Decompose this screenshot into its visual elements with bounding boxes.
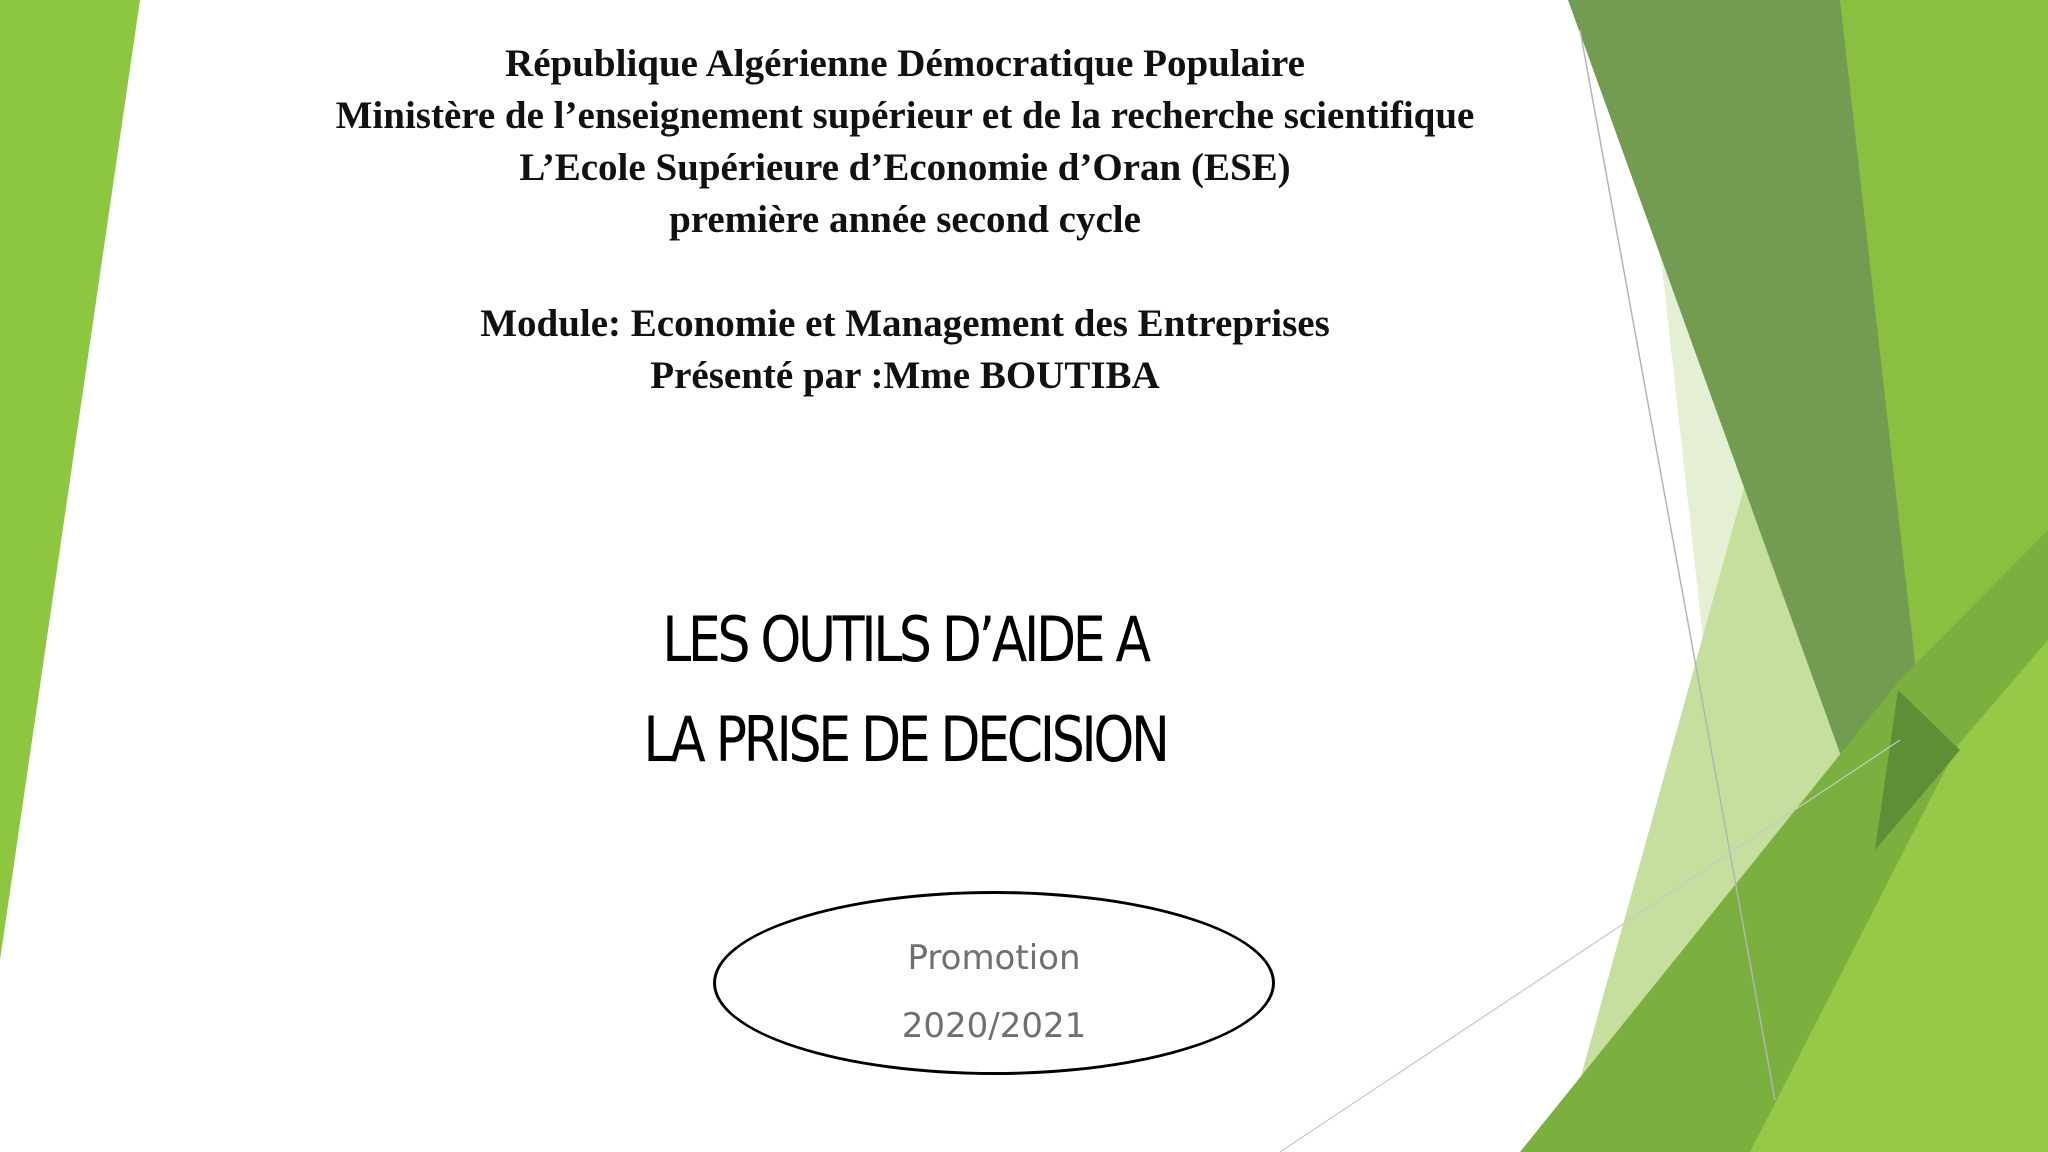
year-level-line: première année second cycle (669, 198, 1141, 241)
header-spacer (240, 246, 1570, 298)
promotion-text (716, 924, 1272, 1060)
slide-title (506, 590, 1304, 790)
left-green-wedge (0, 0, 140, 960)
republic-line: République Algérienne Démocratique Populaire (505, 42, 1305, 85)
promotion-ellipse (713, 891, 1275, 1075)
title-line-1: LES OUTILS D’AIDE A (662, 603, 1148, 676)
institution-header (240, 38, 1570, 402)
ministry-line: Ministère de l’enseignement supérieur et de la recherche scientifique (335, 94, 1475, 137)
module-line: Module: Economie et Management des Entreprises (480, 302, 1330, 345)
title-line-2: LA PRISE DE DECISION (643, 703, 1167, 776)
promotion-year: 2020/2021 (901, 1006, 1087, 1046)
promotion-label: Promotion (907, 938, 1081, 978)
presenter-line: Présenté par :Mme BOUTIBA (650, 354, 1160, 397)
school-line: L’Ecole Supérieure d’Economie d’Oran (ESE) (519, 146, 1291, 189)
